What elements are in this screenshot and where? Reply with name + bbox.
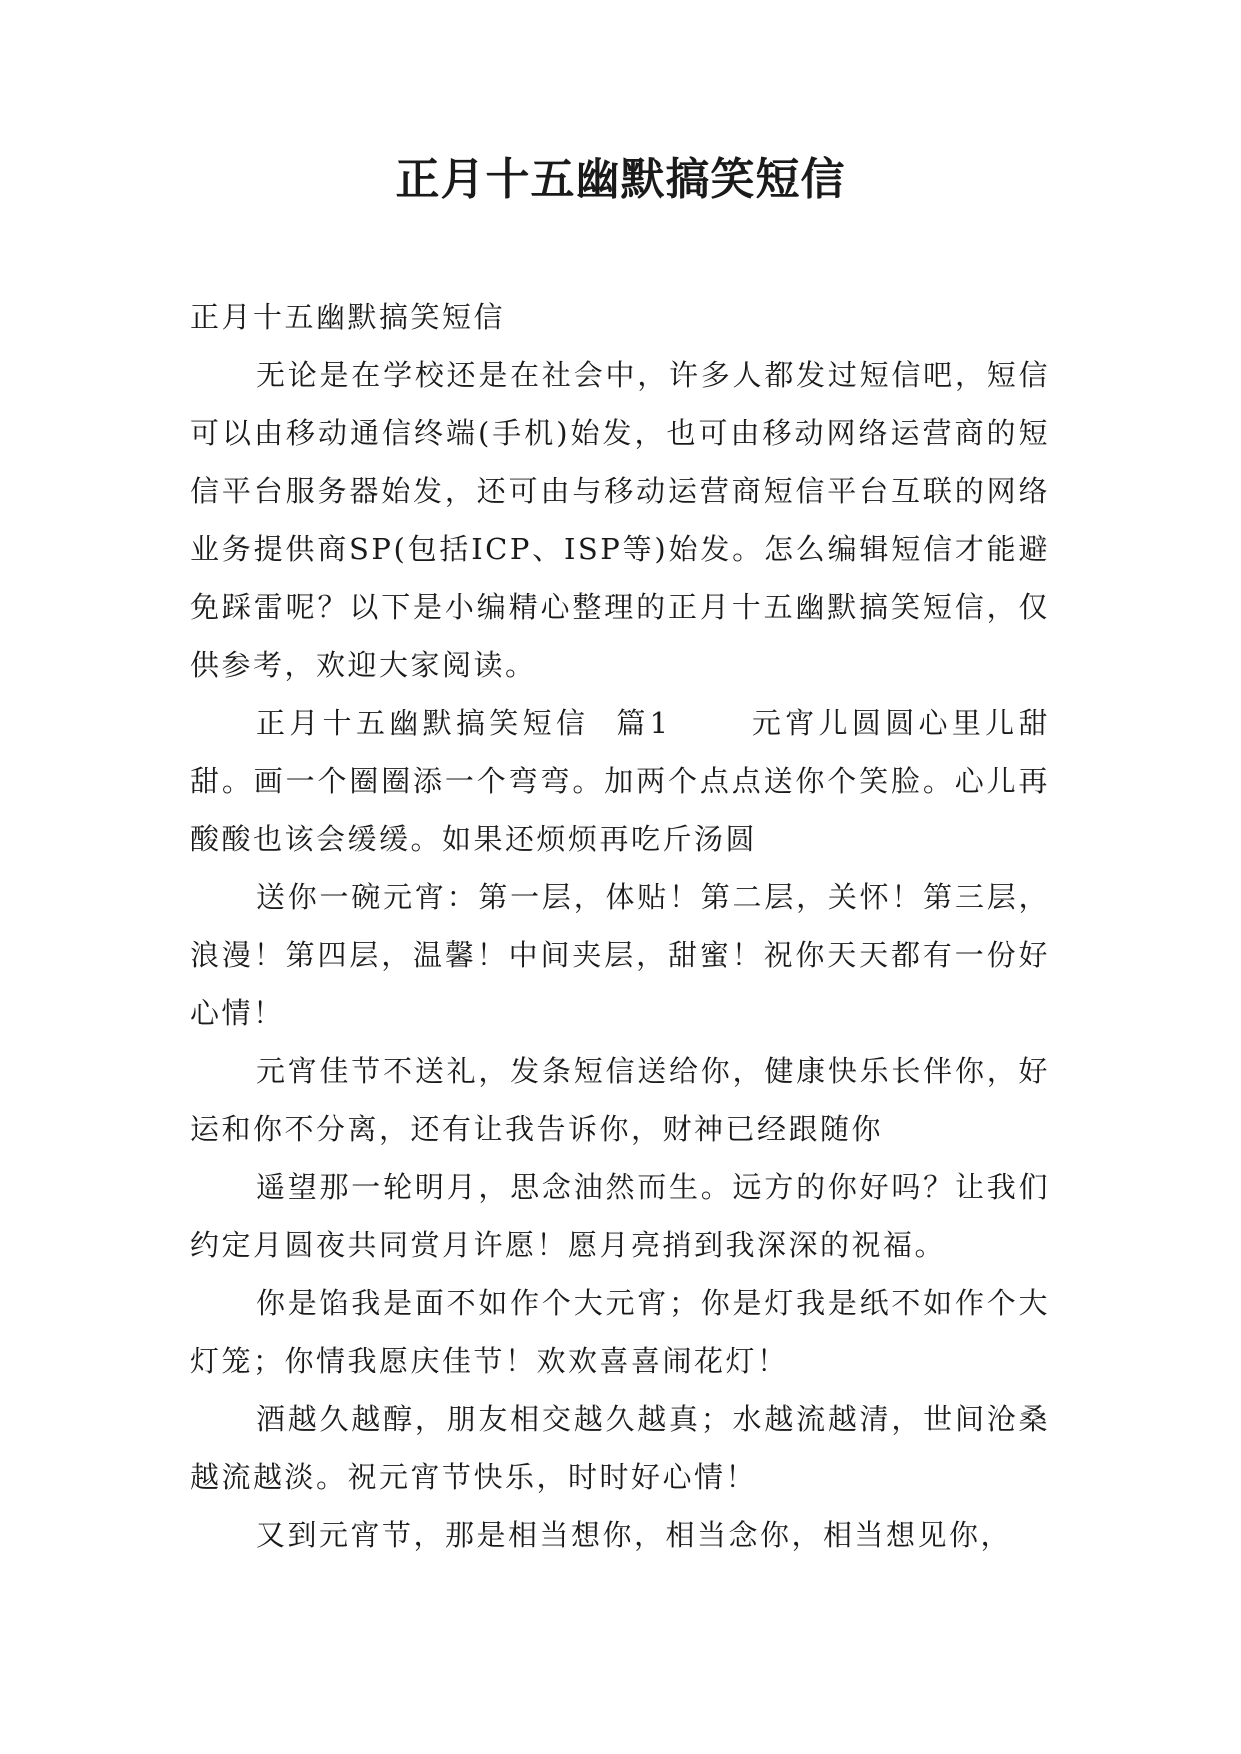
paragraph-message-1: 正月十五幽默搞笑短信 篇1 元宵儿圆圆心里儿甜甜。画一个圈圈添一个弯弯。加两个点点送你个笑脸。心儿再酸酸也该会缓缓。如果还烦烦再吃斤汤圆: [190, 706, 1050, 856]
paragraph-message-2: 送你一碗元宵：第一层，体贴！第二层，关怀！第三层，浪漫！第四层，温馨！中间夹层，甜蜜！祝你天天都有一份好心情！: [190, 880, 1050, 1030]
document-body: [190, 288, 1050, 1564]
document-subtitle: 正月十五幽默搞笑短信: [190, 300, 506, 334]
document-title: 正月十五幽默搞笑短信: [395, 154, 846, 205]
paragraph-message-7: 又到元宵节，那是相当想你，相当念你，相当想见你，: [256, 1518, 1013, 1552]
paragraph-message-4: 遥望那一轮明月，思念油然而生。远方的你好吗？让我们约定月圆夜共同赏月许愿！愿月亮捎到我深深的祝福。: [190, 1170, 1050, 1262]
paragraph-intro: 无论是在学校还是在社会中，许多人都发过短信吧，短信可以由移动通信终端(手机)始发，也可由移动网络运营商的短信平台服务器始发，还可由与移动运营商短信平台互联的网络业务提供商SP(包括ICP、ISP等)始发。怎么编辑短信才能避免踩雷呢？以下是小编精心整理的正月十五幽默搞笑短信，仅供参考，欢迎大家阅读。: [190, 358, 1050, 682]
paragraph-message-6: 酒越久越醇，朋友相交越久越真；水越流越清，世间沧桑越流越淡。祝元宵节快乐，时时好心情！: [190, 1402, 1050, 1494]
paragraph-message-3: 元宵佳节不送礼，发条短信送给你，健康快乐长伴你，好运和你不分离，还有让我告诉你，财神已经跟随你: [190, 1054, 1050, 1146]
paragraph-message-5: 你是馅我是面不如作个大元宵；你是灯我是纸不如作个大灯笼；你情我愿庆佳节！欢欢喜喜闹花灯！: [190, 1286, 1050, 1378]
